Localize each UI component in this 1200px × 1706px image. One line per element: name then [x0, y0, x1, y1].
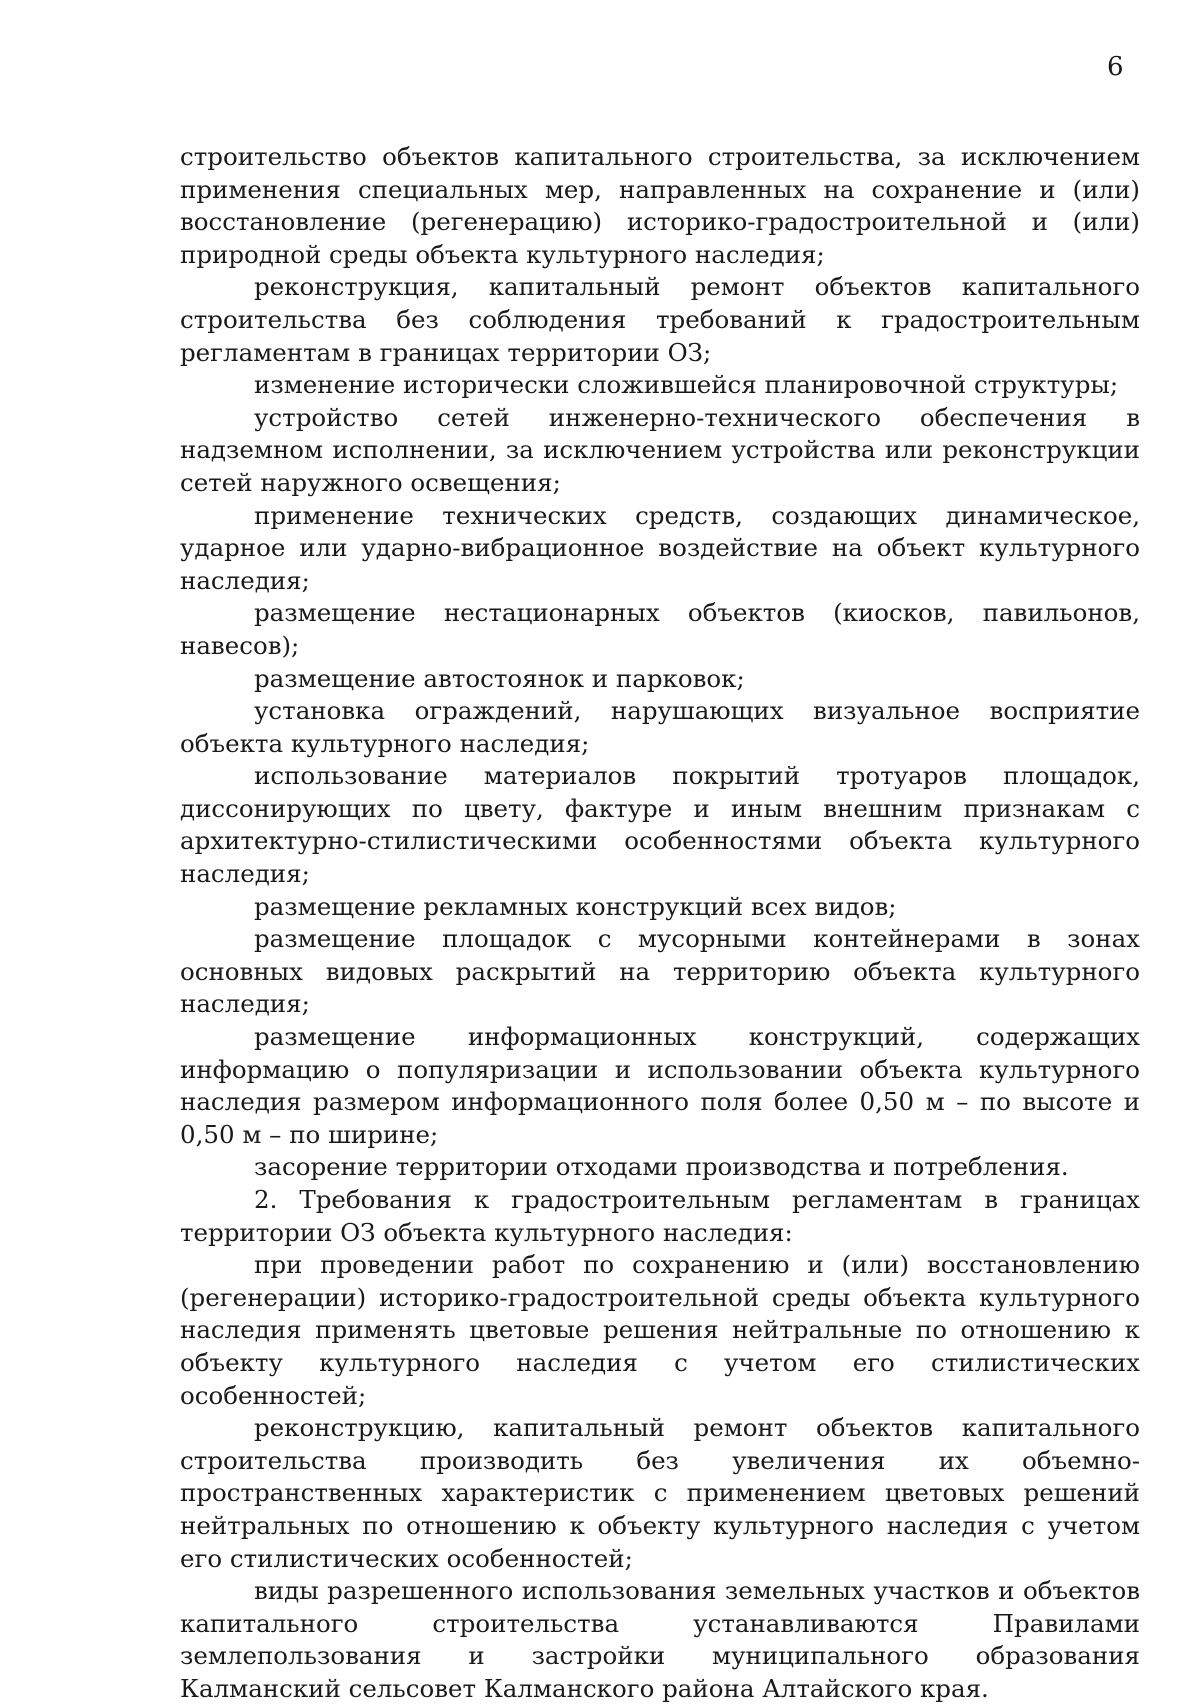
paragraph: размещение рекламных конструкций всех видов;	[254, 891, 897, 921]
paragraph: при проведении работ по сохранению и (или) восстановлению (регенерации) историко-градостроительной среды объекта культурного наследия применять цветовые решения нейтральные по отношению к объекту культурного наследия с учетом его стилистических особенностей;	[180, 1250, 1140, 1410]
paragraph: установка ограждений, нарушающих визуальное восприятие объекта культурного наследия;	[180, 696, 1140, 758]
paragraph: размещение информационных конструкций, содержащих информацию о популяризации и использовании объекта культурного наследия размером информационного поля более 0,50 м – по высоте и 0,50 м – по ширине;	[180, 1022, 1140, 1149]
paragraph: размещение нестационарных объектов (киосков, павильонов, навесов);	[180, 598, 1140, 660]
paragraph: виды разрешенного использования земельных участков и объектов капитального строительства устанавливаются Правилами землепользования и застройки муниципального образования Калманский сельсовет Калманского района Алтайского края.	[180, 1576, 1140, 1703]
paragraph: реконструкцию, капитальный ремонт объектов капитального строительства производить без увеличения их объемно-пространственных характеристик с применением цветовых решений нейтральных по отношению к объекту культурного наследия с учетом его стилистических особенностей;	[180, 1413, 1140, 1573]
paragraph: применение технических средств, создающих динамическое, ударное или ударно-вибрационное воздействие на объект культурного наследия;	[180, 500, 1140, 595]
paragraph: размещение площадок с мусорными контейнерами в зонах основных видовых раскрытий на территорию объекта культурного наследия;	[180, 924, 1140, 1019]
document-body	[180, 141, 1140, 1706]
page-number: 6	[1107, 52, 1124, 82]
paragraph: размещение автостоянок и парковок;	[254, 663, 745, 693]
paragraph: устройство сетей инженерно-технического обеспечения в надземном исполнении, за исключением устройства или реконструкции сетей наружного освещения;	[180, 402, 1140, 497]
paragraph: засорение территории отходами производства и потребления.	[254, 1152, 1069, 1182]
paragraph: использование материалов покрытий тротуаров площадок, диссонирующих по цвету, фактуре и иным внешним признакам с архитектурно-стилистическими особенностями объекта культурного наследия;	[180, 761, 1140, 889]
paragraph: строительство объектов капитального строительства, за исключением применения специальных мер, направленных на сохранение и (или) восстановление (регенерацию) историко-градостроительной и (или) природной среды объекта культурного наследия;	[180, 142, 1140, 269]
paragraph: изменение исторически сложившейся планировочной структуры;	[254, 370, 1119, 400]
paragraph: реконструкция, капитальный ремонт объектов капитального строительства без соблюдения требований к градостроительным регламентам в границах территории ОЗ;	[180, 272, 1140, 367]
section-heading: 2. Требования к градостроительным регламентам в границах территории ОЗ объекта культурного наследия:	[180, 1185, 1140, 1247]
